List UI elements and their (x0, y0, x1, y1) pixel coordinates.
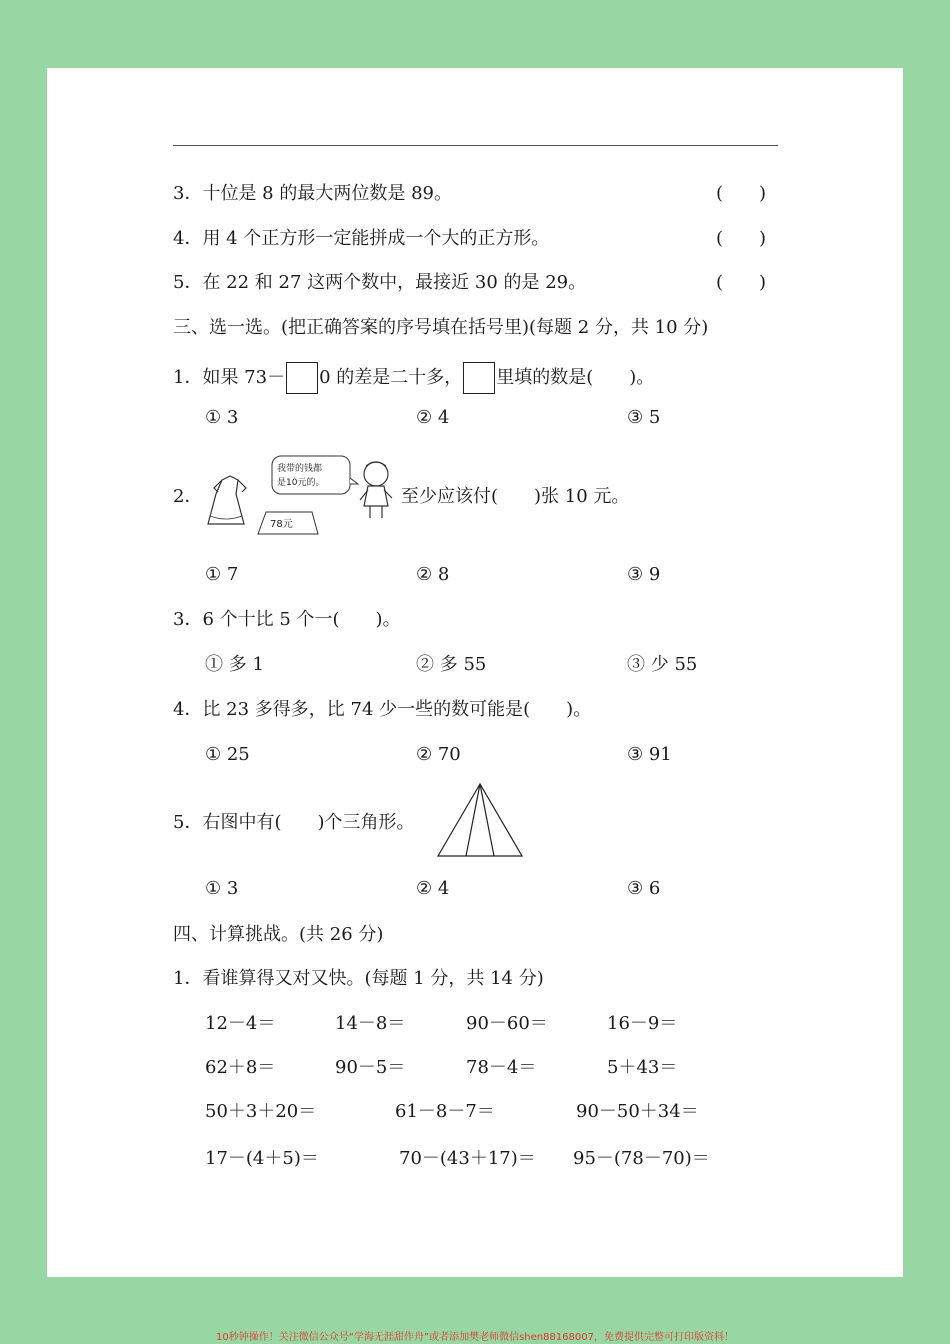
dress-girl-illustration (200, 450, 400, 540)
calc-item[interactable]: 90－5＝ (335, 1057, 406, 1078)
price-tag-icon (258, 512, 318, 534)
calc-item[interactable]: 61－8－7＝ (395, 1101, 495, 1122)
calc-item[interactable]: 78－4＝ (466, 1057, 537, 1078)
price-tag-text: 78元 (270, 519, 293, 530)
judge-question-5: 5．在 22 和 27 这两个数中，最接近 30 的是 29。 (173, 272, 587, 293)
section4-heading: 四、计算挑战。(共 26 分) (173, 924, 384, 945)
triangle-inner-line-2 (480, 784, 494, 856)
q2-text: 至少应该付( )张 10 元。 (401, 486, 630, 507)
blank-box[interactable] (286, 362, 318, 394)
blank-box[interactable] (463, 362, 495, 394)
choice-question-5: 5．右图中有( )个三角形。 (173, 812, 415, 833)
dress-icon (208, 476, 246, 524)
calc-item[interactable]: 62＋8＝ (205, 1057, 276, 1078)
calc-item[interactable]: 95－(78－70)＝ (573, 1148, 710, 1169)
q2-number: 2． (173, 486, 203, 507)
footer-promo-text: 10秒钟操作！关注微信公众号“学海无涯甜作舟”或者添加樊老师微信shen88168007，免费提供完整可打印版资料！ (215, 1332, 735, 1343)
section4-subheading: 1．看谁算得又对又快。(每题 1 分，共 14 分) (173, 968, 544, 989)
q5-option-1[interactable]: ① 3 (205, 878, 239, 899)
answer-paren-5[interactable]: ( ) (716, 272, 767, 293)
triangle-inner-line-1 (466, 784, 480, 856)
choice-question-3: 3．6 个十比 5 个一( )。 (173, 609, 401, 630)
q1-option-1[interactable]: ① 3 (205, 407, 239, 428)
calc-item[interactable]: 90－60＝ (466, 1013, 548, 1034)
triangle-figure (436, 782, 526, 860)
q2-option-2[interactable]: ② 8 (416, 564, 450, 585)
bubble-line-1: 我带的钱都 (277, 464, 323, 474)
q5-option-2[interactable]: ② 4 (416, 878, 450, 899)
q1-prefix: 1．如果 73－ (173, 367, 286, 388)
answer-paren-4[interactable]: ( ) (716, 228, 767, 249)
triangle-outline (438, 784, 522, 856)
q1-option-2[interactable]: ② 4 (416, 407, 450, 428)
q3-option-1[interactable]: ① 多 1 (205, 654, 264, 675)
calc-item[interactable]: 14－8＝ (335, 1013, 406, 1034)
header-rule (173, 145, 778, 146)
calc-item[interactable]: 12－4＝ (205, 1013, 276, 1034)
girl-icon (360, 462, 392, 518)
section3-heading: 三、选一选。(把正确答案的序号填在括号里)(每题 2 分，共 10 分) (173, 317, 709, 338)
bubble-line-2: 是10元的。 (277, 478, 325, 488)
speech-bubble-icon (272, 456, 358, 494)
q2-option-3[interactable]: ③ 9 (627, 564, 661, 585)
calc-item[interactable]: 70－(43＋17)＝ (399, 1148, 536, 1169)
choice-question-1 (173, 362, 654, 394)
judge-question-3: 3．十位是 8 的最大两位数是 89。 (173, 183, 452, 204)
q4-option-3[interactable]: ③ 91 (627, 744, 672, 765)
q1-option-3[interactable]: ③ 5 (627, 407, 661, 428)
answer-paren-3[interactable]: ( ) (716, 183, 767, 204)
q4-option-2[interactable]: ② 70 (416, 744, 461, 765)
q3-option-3[interactable]: ③ 少 55 (627, 654, 698, 675)
choice-question-4: 4．比 23 多得多，比 74 少一些的数可能是( )。 (173, 699, 592, 720)
q1-mid: 0 的差是二十多， (319, 367, 463, 388)
judge-question-4: 4．用 4 个正方形一定能拼成一个大的正方形。 (173, 228, 550, 249)
q5-option-3[interactable]: ③ 6 (627, 878, 661, 899)
q1-suffix: 里填的数是( )。 (496, 367, 655, 388)
calc-item[interactable]: 90－50＋34＝ (576, 1101, 699, 1122)
calc-item[interactable]: 17－(4＋5)＝ (205, 1148, 319, 1169)
q4-option-1[interactable]: ① 25 (205, 744, 250, 765)
q3-option-2[interactable]: ② 多 55 (416, 654, 487, 675)
calc-item[interactable]: 50＋3＋20＝ (205, 1101, 317, 1122)
calc-item[interactable]: 5＋43＝ (607, 1057, 678, 1078)
calc-item[interactable]: 16－9＝ (607, 1013, 678, 1034)
q2-option-1[interactable]: ① 7 (205, 564, 239, 585)
